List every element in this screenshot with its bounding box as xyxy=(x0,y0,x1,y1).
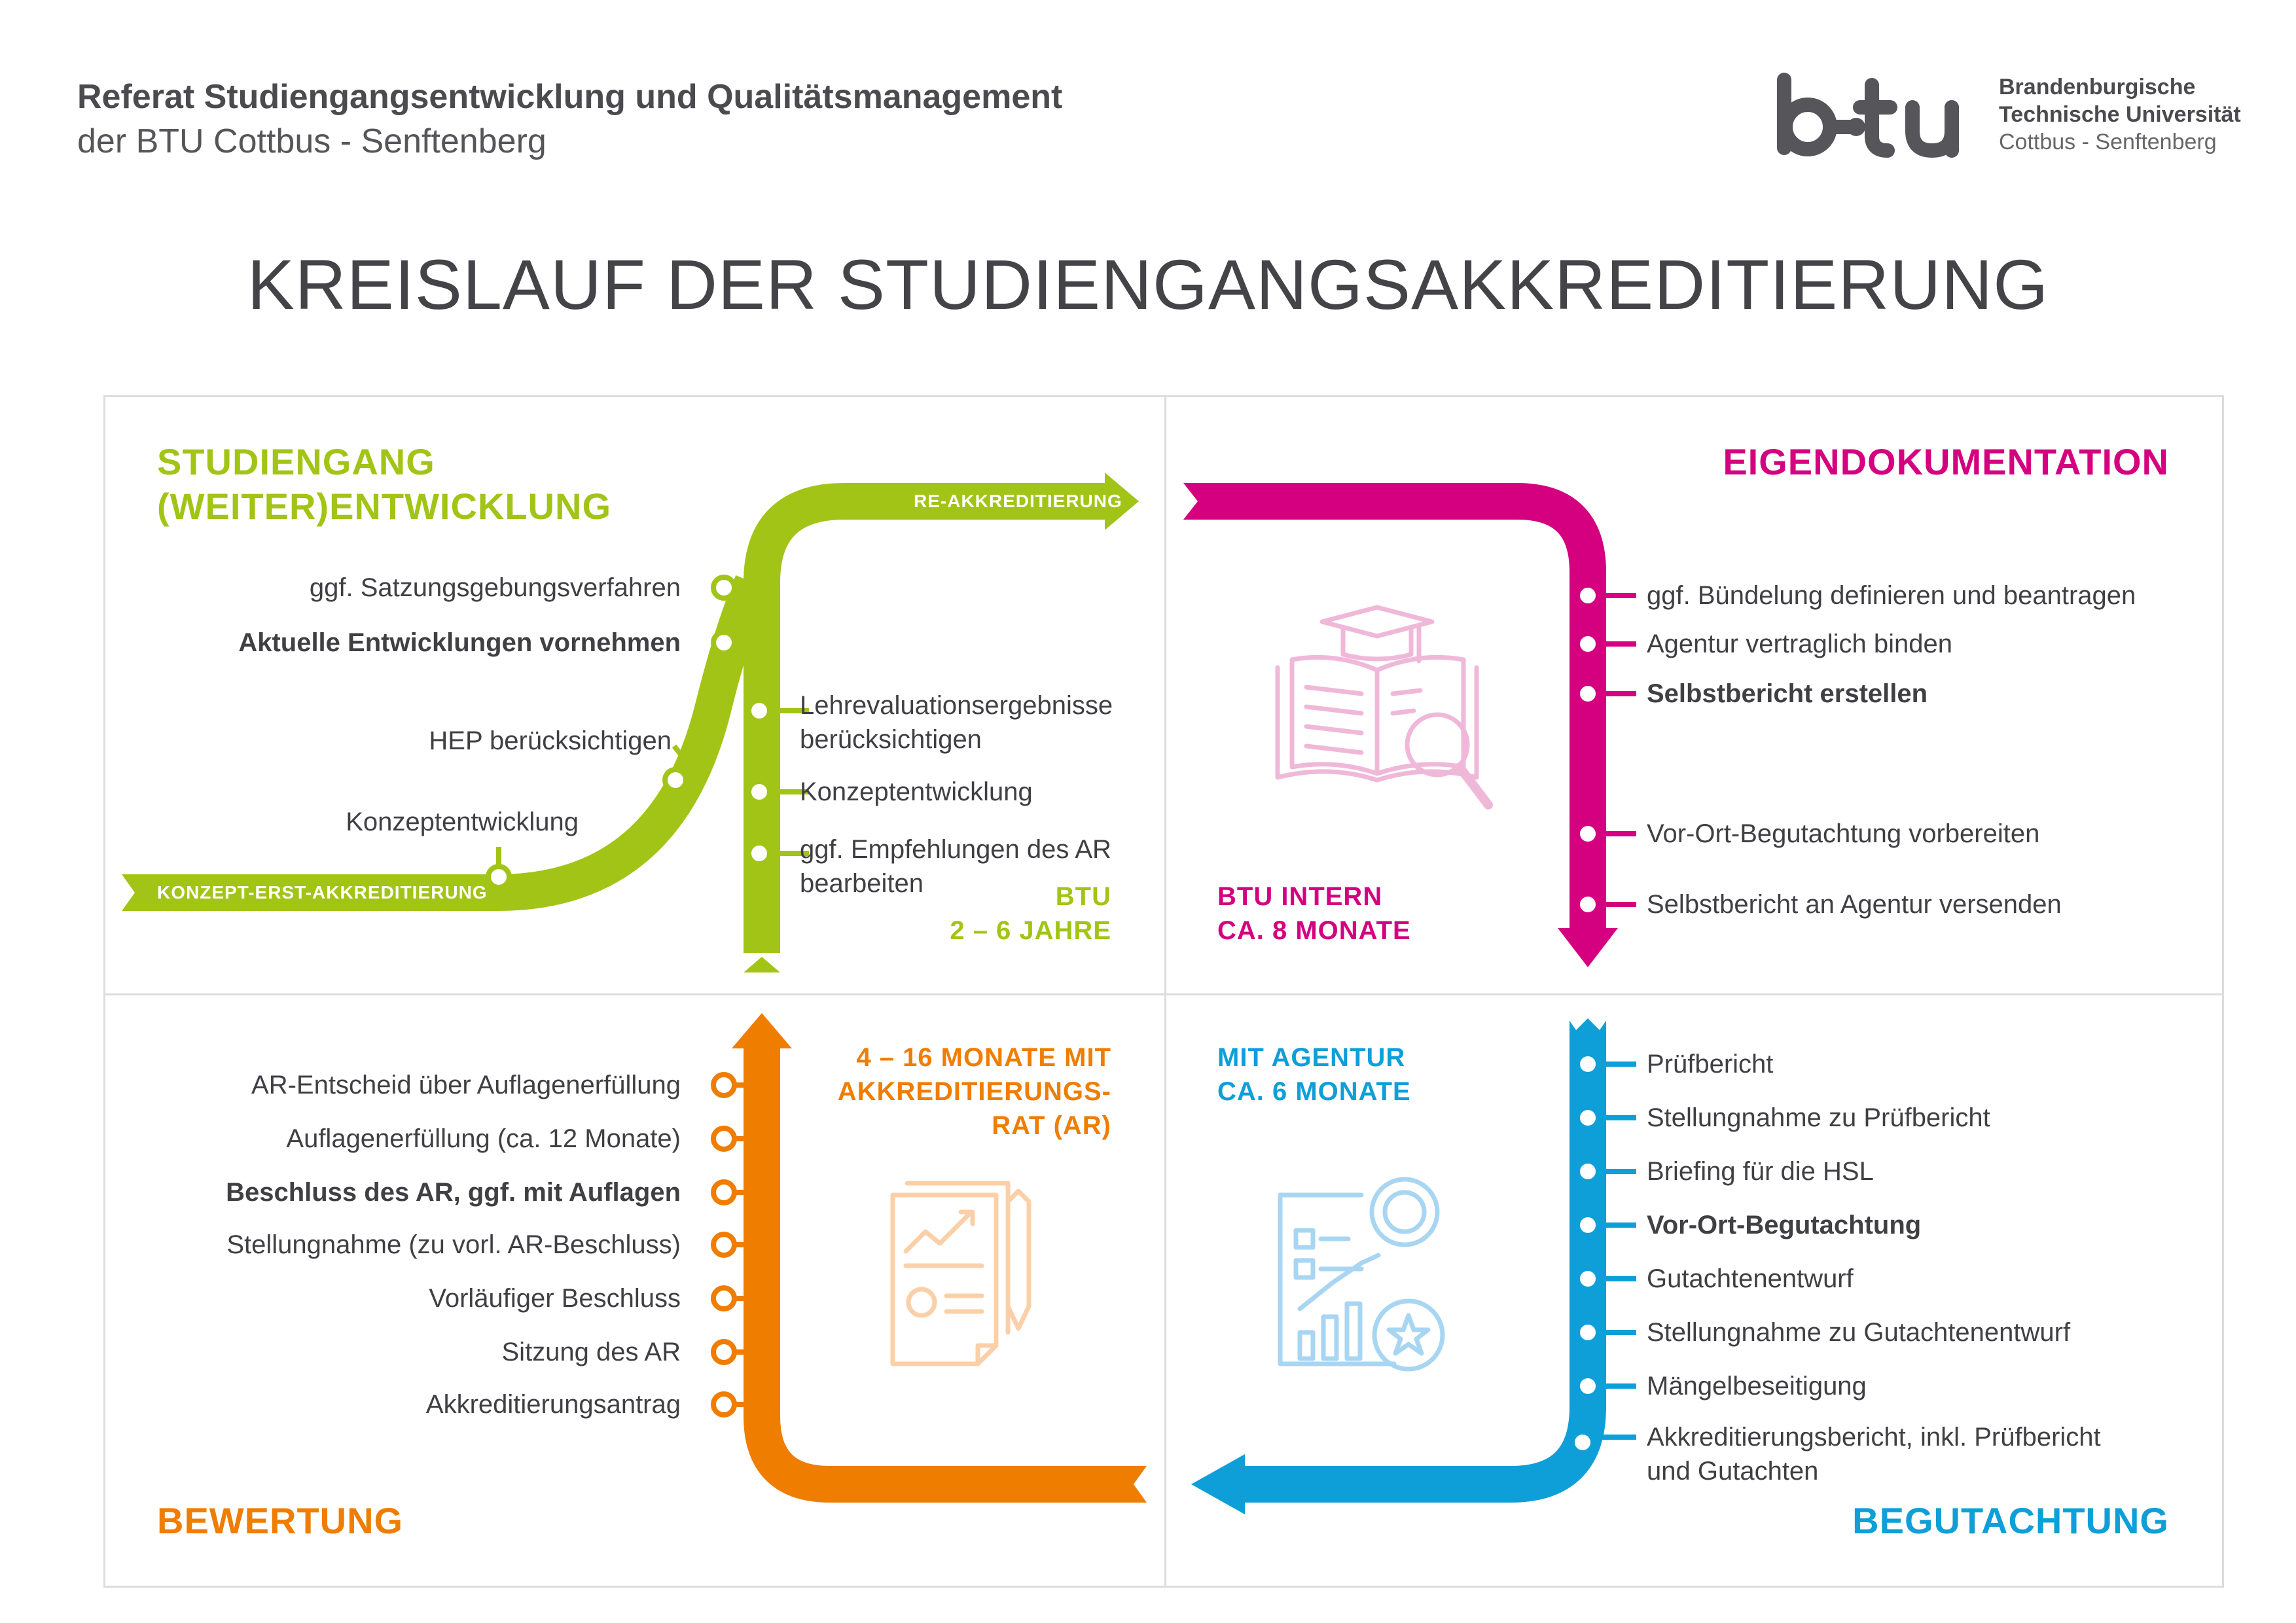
green-node xyxy=(488,866,509,887)
self-documentation-step: Vor-Ort-Begutachtung vorbereiten xyxy=(1647,819,2040,848)
blue-node xyxy=(1577,1322,1598,1343)
blue-node xyxy=(1577,1107,1598,1128)
magenta-arrowhead xyxy=(1558,928,1618,967)
open-book-graduation-icon xyxy=(1278,607,1488,805)
development-step: Konzeptentwicklung xyxy=(346,808,579,836)
orange-node xyxy=(713,1288,734,1309)
magenta-node xyxy=(1577,633,1598,654)
green-node xyxy=(749,781,770,802)
assessment-step: Stellungnahme zu Prüfbericht xyxy=(1647,1103,1990,1132)
self-documentation-step: ggf. Bündelung definieren und beantragen xyxy=(1647,581,2136,610)
evaluation-step: AR-Entscheid über Auflagenerfüllung xyxy=(251,1071,681,1099)
orange-arrowhead xyxy=(732,1013,792,1048)
development-step: ggf. Empfehlungen des AR bearbeiten xyxy=(800,835,1111,898)
evaluation-step: Sitzung des AR xyxy=(501,1338,681,1366)
magenta-node xyxy=(1577,585,1598,606)
development-step: Aktuelle Entwicklungen vornehmen xyxy=(238,628,681,657)
development-title-line2: (WEITER)ENTWICKLUNG xyxy=(157,486,612,527)
orange-node xyxy=(713,1342,734,1363)
first-accreditation-label: KONZEPT-ERST-AKKREDITIERUNG xyxy=(157,882,488,902)
page-title: KREISLAUF DER STUDIENGANGSAKKREDITIERUNG xyxy=(247,245,2049,324)
assessment-duration-line1: MIT AGENTUR xyxy=(1217,1043,1406,1072)
analytics-gear-star-icon xyxy=(1280,1179,1443,1369)
evaluation-step: Vorläufiger Beschluss xyxy=(429,1284,681,1313)
assessment-step: Vor-Ort-Begutachtung xyxy=(1647,1211,1922,1240)
green-node xyxy=(713,632,734,653)
evaluation-duration-line3: RAT (AR) xyxy=(992,1111,1111,1140)
quadrant-title-self-documentation: EIGENDOKUMENTATION xyxy=(1723,441,2169,482)
logo-line2: Technische Universität xyxy=(1999,102,2241,127)
assessment-step: Akkreditierungsbericht, inkl. Prüfbericht und Gutachten xyxy=(1647,1423,2101,1486)
orange-node xyxy=(713,1234,734,1255)
evaluation-step: Auflagenerfüllung (ca. 12 Monate) xyxy=(286,1124,681,1153)
assessment-duration xyxy=(1217,1041,1411,1109)
evaluation-duration xyxy=(838,1041,1111,1143)
re-accreditation-label: RE-AKKREDITIERUNG xyxy=(914,491,1122,511)
evaluation-step: Beschluss des AR, ggf. mit Auflagen xyxy=(226,1178,681,1207)
orange-node xyxy=(713,1075,734,1096)
blue-node xyxy=(1577,1268,1598,1289)
assessment-step: Prüfbericht xyxy=(1647,1050,1774,1079)
evaluation-step: Akkreditierungsantrag xyxy=(425,1390,681,1419)
development-step: HEP berücksichtigen xyxy=(429,726,672,755)
blue-node xyxy=(1577,1215,1598,1236)
green-node xyxy=(749,700,770,721)
development-title-line1: STUDIENGANG xyxy=(157,441,435,482)
orange-node xyxy=(713,1394,734,1415)
blue-node xyxy=(1577,1376,1598,1397)
evaluation-step: Stellungnahme (zu vorl. AR-Beschluss) xyxy=(226,1230,681,1259)
magenta-node xyxy=(1577,894,1598,915)
assessment-step: Stellungnahme zu Gutachtenentwurf xyxy=(1647,1318,2071,1347)
green-node xyxy=(665,770,686,791)
green-node xyxy=(713,577,734,598)
development-step: Lehrevaluationsergebnisse berücksichtigen xyxy=(800,691,1113,754)
self-documentation-step: Selbstbericht an Agentur versenden xyxy=(1647,890,2062,919)
quadrant-title-assessment: BEGUTACHTUNG xyxy=(1852,1500,2169,1541)
development-duration-line1: BTU xyxy=(1055,882,1111,911)
assessment-duration-line2: CA. 6 MONATE xyxy=(1217,1077,1411,1106)
self-documentation-duration-line1: BTU INTERN xyxy=(1217,882,1383,911)
assessment-step: Briefing für die HSL xyxy=(1647,1157,1874,1186)
logo-line3: Cottbus - Senftenberg xyxy=(1999,130,2217,154)
department-subtitle: der BTU Cottbus - Senftenberg xyxy=(77,122,547,160)
magenta-node xyxy=(1577,683,1598,704)
self-documentation-duration xyxy=(1217,880,1411,948)
report-document-chart-icon xyxy=(893,1183,1029,1364)
self-documentation-step: Selbstbericht erstellen xyxy=(1647,679,1928,708)
quadrant-title-development xyxy=(157,440,611,529)
development-step: ggf. Satzungsgebungsverfahren xyxy=(309,573,681,602)
blue-arrowhead xyxy=(1191,1454,1245,1514)
development-duration-line2: 2 – 6 JAHRE xyxy=(950,916,1111,945)
magenta-node xyxy=(1577,823,1598,844)
assessment-step: Mängelbeseitigung xyxy=(1647,1372,1867,1400)
logo-line1: Brandenburgische xyxy=(1999,75,2196,99)
green-node xyxy=(749,843,770,864)
evaluation-duration-line1: 4 – 16 MONATE MIT xyxy=(856,1043,1111,1072)
evaluation-duration-line2: AKKREDITIERUNGS- xyxy=(837,1077,1111,1106)
development-step: Konzeptentwicklung xyxy=(800,777,1033,806)
blue-node xyxy=(1572,1432,1593,1453)
quadrant-title-evaluation: BEWERTUNG xyxy=(157,1500,404,1541)
assessment-step: Gutachtenentwurf xyxy=(1647,1264,1854,1293)
department-name: Referat Studiengangsentwicklung und Qualitätsmanagement xyxy=(77,78,1063,116)
development-duration xyxy=(950,880,1111,948)
orange-node xyxy=(713,1128,734,1149)
blue-node xyxy=(1577,1054,1598,1075)
orange-node xyxy=(713,1182,734,1203)
self-documentation-duration-line2: CA. 8 MONATE xyxy=(1217,916,1411,945)
blue-node xyxy=(1577,1161,1598,1182)
self-documentation-step: Agentur vertraglich binden xyxy=(1647,630,1952,658)
